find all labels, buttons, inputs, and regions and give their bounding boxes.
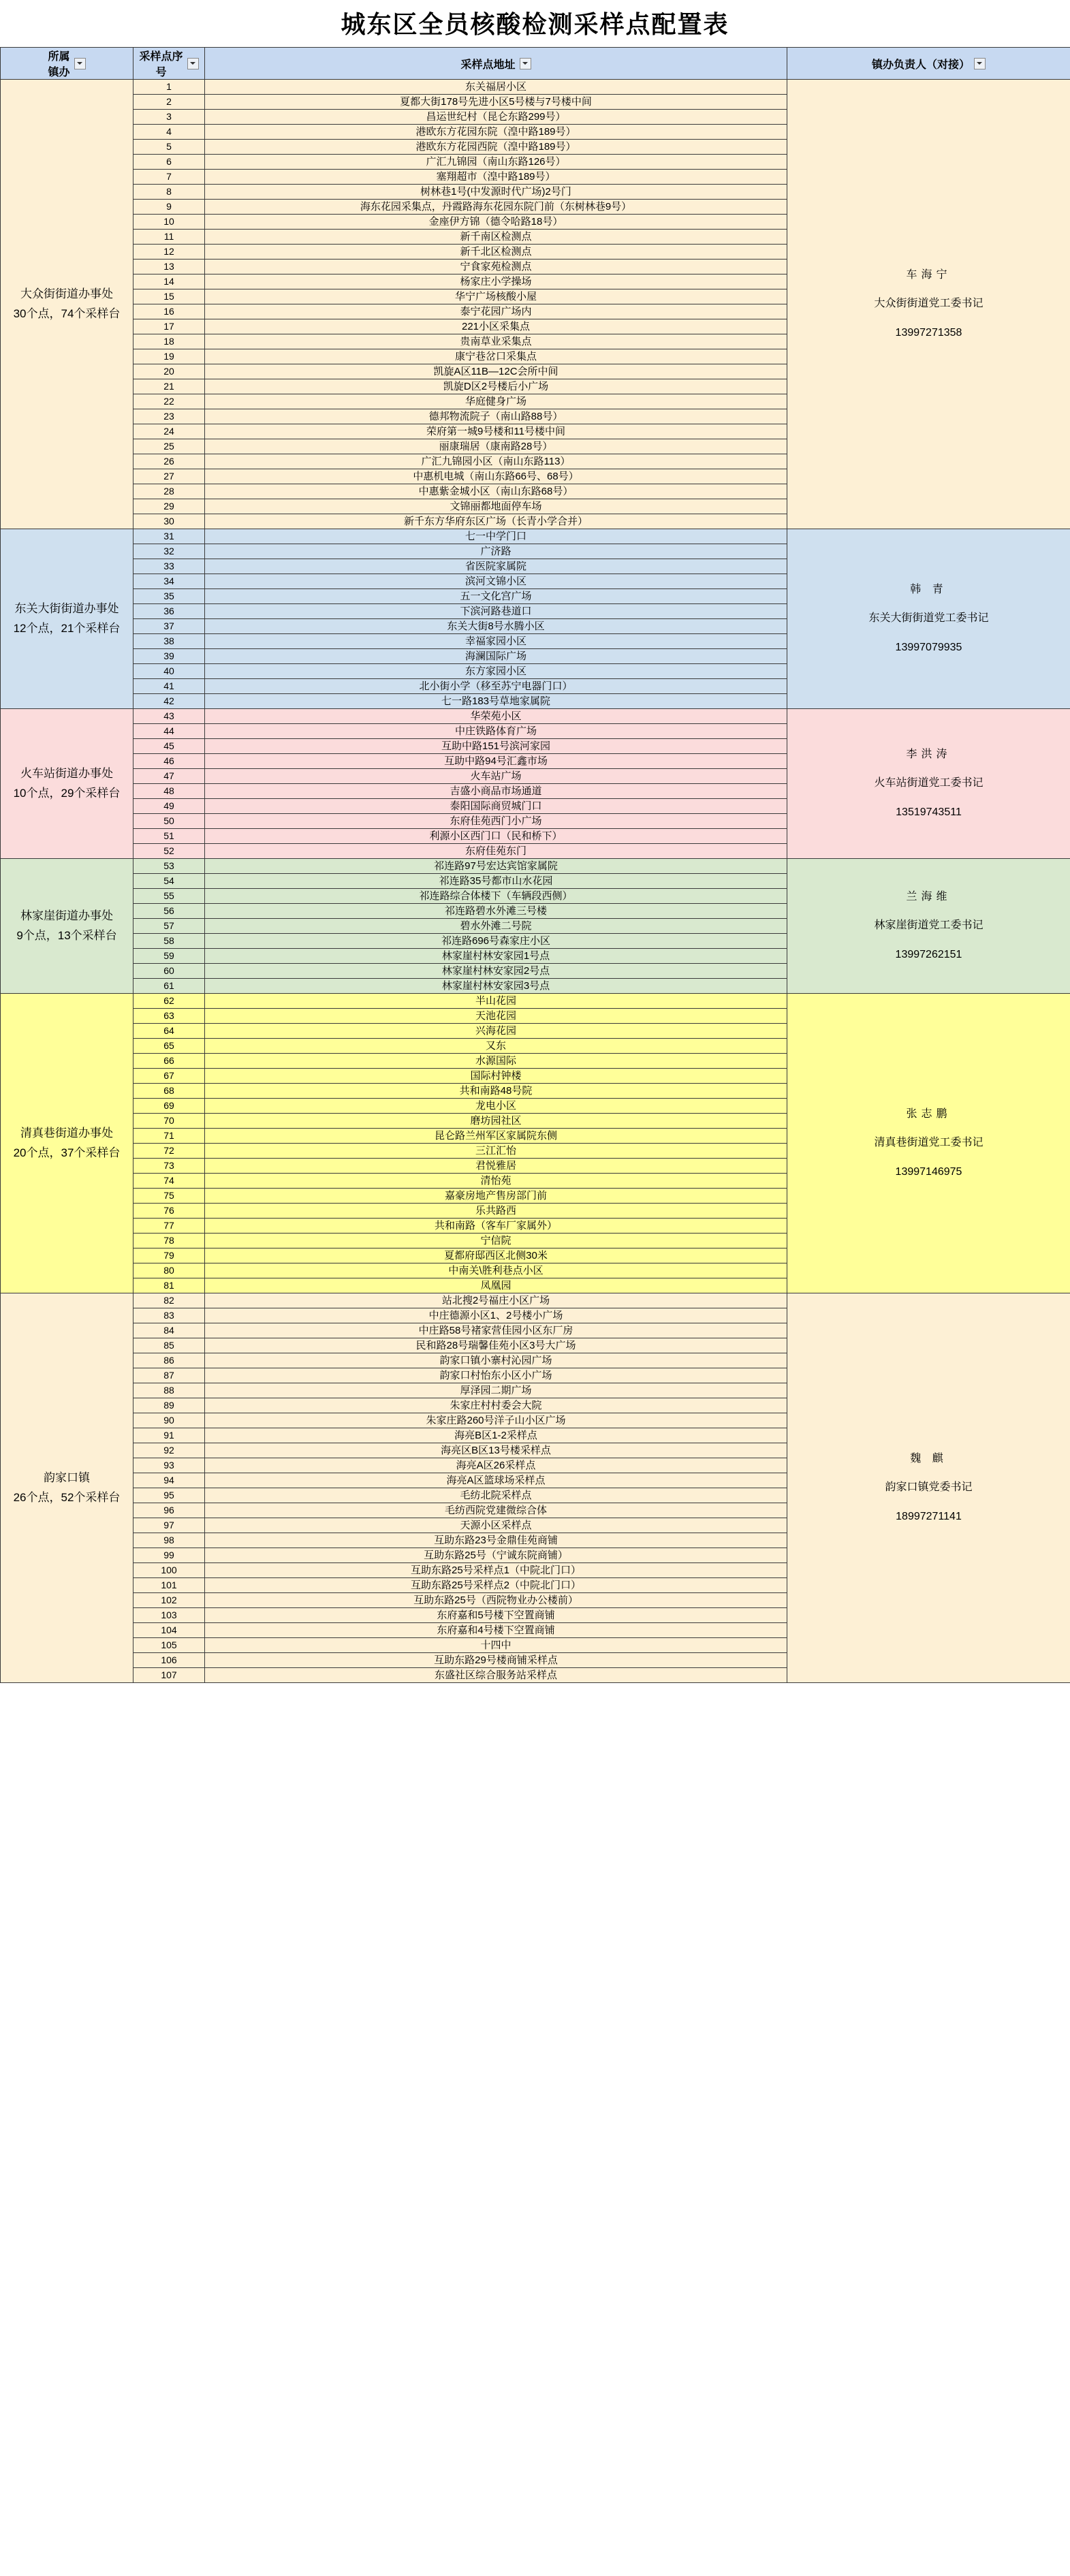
point-address-cell: 兴海花园: [205, 1024, 787, 1039]
point-index-cell: 48: [133, 784, 205, 799]
point-index-cell: 19: [133, 349, 205, 364]
point-address-cell: 东府佳苑西门小广场: [205, 814, 787, 829]
point-address-cell: 中惠机电城（南山东路66号、68号）: [205, 469, 787, 484]
point-address-cell: 广济路: [205, 544, 787, 559]
column-header-org: [1, 48, 133, 80]
point-address-cell: 昌运世纪村（昆仑东路299号）: [205, 110, 787, 125]
point-index-cell: 8: [133, 185, 205, 200]
point-address-cell: 新千北区检测点: [205, 245, 787, 260]
point-index-cell: 33: [133, 559, 205, 574]
point-address-cell: 凯旋D区2号楼后小广场: [205, 379, 787, 394]
point-address-cell: 贵南草业采集点: [205, 334, 787, 349]
point-index-cell: 85: [133, 1338, 205, 1353]
point-address-cell: 韵家口村怡东小区小广场: [205, 1368, 787, 1383]
point-address-cell: 海亮A区篮球场采样点: [205, 1473, 787, 1488]
point-address-cell: 民和路28号瑞馨佳苑小区3号大广场: [205, 1338, 787, 1353]
point-address-cell: 东关福居小区: [205, 80, 787, 95]
point-address-cell: 磨坊园社区: [205, 1114, 787, 1129]
point-address-cell: 中庄铁路体育广场: [205, 724, 787, 739]
point-address-cell: 杨家庄小学操场: [205, 274, 787, 289]
point-address-cell: 祁连路696号森家庄小区: [205, 934, 787, 949]
org-count: 12个点，21个采样台: [13, 621, 121, 635]
filter-dropdown-icon-org[interactable]: [74, 58, 86, 69]
page-title: 城东区全员核酸检测采样点配置表: [341, 10, 729, 38]
point-address-cell: 省医院家属院: [205, 559, 787, 574]
point-address-cell: 吉盛小商品市场通道: [205, 784, 787, 799]
point-index-cell: 78: [133, 1234, 205, 1248]
filter-dropdown-icon-head[interactable]: [974, 58, 986, 69]
point-index-cell: 66: [133, 1054, 205, 1069]
point-index-cell: 43: [133, 709, 205, 724]
point-address-cell: 七一中学门口: [205, 529, 787, 544]
point-address-cell: 朱家庄村村委会大院: [205, 1398, 787, 1413]
point-index-cell: 103: [133, 1608, 205, 1623]
point-index-cell: 81: [133, 1278, 205, 1293]
point-index-cell: 11: [133, 230, 205, 245]
point-address-cell: 文锦丽都地面停车场: [205, 499, 787, 514]
point-index-cell: 18: [133, 334, 205, 349]
point-index-cell: 79: [133, 1248, 205, 1263]
point-address-cell: 东关大街8号水腾小区: [205, 619, 787, 634]
org-count: 30个点，74个采样台: [13, 307, 121, 320]
point-index-cell: 17: [133, 319, 205, 334]
point-address-cell: 夏都府邸西区北侧30米: [205, 1248, 787, 1263]
point-index-cell: 67: [133, 1069, 205, 1084]
point-address-cell: 利源小区西门口（民和桥下）: [205, 829, 787, 844]
point-index-cell: 58: [133, 934, 205, 949]
head-title: 大众街街道党工委书记: [874, 298, 984, 310]
point-address-cell: 下滨河路巷道口: [205, 604, 787, 619]
org-cell: [1, 529, 133, 709]
point-address-cell: 塞翔超市（湟中路189号）: [205, 170, 787, 185]
head-name: 韩 青: [910, 583, 947, 595]
point-address-cell: 泰阳国际商贸城门口: [205, 799, 787, 814]
point-index-cell: 26: [133, 454, 205, 469]
point-index-cell: 2: [133, 95, 205, 110]
point-index-cell: 20: [133, 364, 205, 379]
point-address-cell: 幸福家园小区: [205, 634, 787, 649]
point-index-cell: 28: [133, 484, 205, 499]
point-address-cell: 新千南区检测点: [205, 230, 787, 245]
point-address-cell: 海亮区B区13号楼采样点: [205, 1443, 787, 1458]
point-index-cell: 1: [133, 80, 205, 95]
column-header-index-text: 采样点序 号: [139, 51, 183, 78]
point-index-cell: 24: [133, 424, 205, 439]
point-index-cell: 68: [133, 1084, 205, 1099]
point-address-cell: 康宁巷岔口采集点: [205, 349, 787, 364]
head-name: 兰海维: [906, 890, 951, 902]
point-address-cell: 祁连路综合体楼下（车辆段西侧）: [205, 889, 787, 904]
point-address-cell: 厚泽园二期广场: [205, 1383, 787, 1398]
head-contact-cell: [787, 859, 1070, 994]
point-address-cell: 凯旋A区11B—12C会所中间: [205, 364, 787, 379]
org-cell: [1, 709, 133, 859]
point-index-cell: 3: [133, 110, 205, 125]
head-phone: 18997271141: [896, 1510, 962, 1522]
point-address-cell: 宁食家苑检测点: [205, 260, 787, 274]
point-address-cell: 东方家园小区: [205, 664, 787, 679]
point-address-cell: 中庄路58号褚家营佳园小区东厂房: [205, 1323, 787, 1338]
point-index-cell: 106: [133, 1653, 205, 1668]
point-address-cell: 宁信院: [205, 1234, 787, 1248]
point-index-cell: 62: [133, 994, 205, 1009]
point-address-cell: 德邦物流院子（南山路88号）: [205, 409, 787, 424]
org-cell: [1, 1293, 133, 1683]
filter-dropdown-icon-address[interactable]: [520, 58, 531, 69]
point-index-cell: 53: [133, 859, 205, 874]
point-index-cell: 71: [133, 1129, 205, 1144]
point-address-cell: 广汇九锦园（南山东路126号）: [205, 155, 787, 170]
point-address-cell: 韵家口镇小寨村沁园广场: [205, 1353, 787, 1368]
point-address-cell: 互助东路29号楼商铺采样点: [205, 1653, 787, 1668]
point-address-cell: 半山花园: [205, 994, 787, 1009]
point-index-cell: 7: [133, 170, 205, 185]
point-address-cell: 华荣苑小区: [205, 709, 787, 724]
point-address-cell: 乐共路西: [205, 1204, 787, 1219]
point-index-cell: 36: [133, 604, 205, 619]
point-address-cell: 港欧东方花园东院（湟中路189号）: [205, 125, 787, 140]
point-index-cell: 59: [133, 949, 205, 964]
point-address-cell: 互助中路94号汇鑫市场: [205, 754, 787, 769]
point-index-cell: 55: [133, 889, 205, 904]
head-phone: 13997271358: [895, 326, 962, 339]
point-address-cell: 林家崖村林安家园1号点: [205, 949, 787, 964]
point-address-cell: 共和南路48号院: [205, 1084, 787, 1099]
table-row: [1, 859, 1070, 874]
point-address-cell: 夏都大街178号先进小区5号楼与7号楼中间: [205, 95, 787, 110]
table-body: [1, 80, 1070, 1683]
point-index-cell: 89: [133, 1398, 205, 1413]
point-address-cell: 新千东方华府东区广场（长青小学合并）: [205, 514, 787, 529]
point-address-cell: 221小区采集点: [205, 319, 787, 334]
point-index-cell: 57: [133, 919, 205, 934]
point-address-cell: 北小街小学（移至苏宁电器门口）: [205, 679, 787, 694]
point-index-cell: 50: [133, 814, 205, 829]
point-address-cell: 中庄德源小区1、2号楼小广场: [205, 1308, 787, 1323]
point-address-cell: 天源小区采样点: [205, 1518, 787, 1533]
point-index-cell: 37: [133, 619, 205, 634]
point-address-cell: 共和南路（客车厂家属外）: [205, 1219, 787, 1234]
point-address-cell: 港欧东方花园西院（湟中路189号）: [205, 140, 787, 155]
head-name: 张志鹏: [906, 1108, 951, 1120]
head-title: 东关大街街道党工委书记: [868, 612, 989, 625]
point-address-cell: 树林巷1号(中发源时代广场)2号门: [205, 185, 787, 200]
point-index-cell: 46: [133, 754, 205, 769]
head-name: 车海宁: [906, 268, 951, 281]
point-address-cell: 东盛社区综合服务站采样点: [205, 1668, 787, 1683]
point-address-cell: 朱家庄路260号洋子山小区广场: [205, 1413, 787, 1428]
point-index-cell: 104: [133, 1623, 205, 1638]
point-address-cell: 林家崖村林安家园3号点: [205, 979, 787, 994]
head-title: 火车站街道党工委书记: [874, 777, 984, 789]
point-address-cell: 互助东路25号采样点2（中院北门口）: [205, 1578, 787, 1593]
head-phone: 13997146975: [895, 1165, 962, 1178]
point-address-cell: 海澜国际广场: [205, 649, 787, 664]
point-index-cell: 73: [133, 1159, 205, 1174]
point-address-cell: 又东: [205, 1039, 787, 1054]
point-index-cell: 13: [133, 260, 205, 274]
point-index-cell: 70: [133, 1114, 205, 1129]
column-header-org-text: 所属 镇办: [48, 51, 70, 78]
point-address-cell: 站北搜2号福庄小区广场: [205, 1293, 787, 1308]
point-address-cell: 互助东路25号采样点1（中院北门口）: [205, 1563, 787, 1578]
org-cell: [1, 859, 133, 994]
point-index-cell: 45: [133, 739, 205, 754]
point-index-cell: 93: [133, 1458, 205, 1473]
point-address-cell: 华庭健身广场: [205, 394, 787, 409]
point-address-cell: 天池花园: [205, 1009, 787, 1024]
point-address-cell: 中惠紫金城小区（南山东路68号）: [205, 484, 787, 499]
column-header-address-text: 采样点地址: [460, 59, 516, 71]
point-index-cell: 49: [133, 799, 205, 814]
point-address-cell: 滨河文锦小区: [205, 574, 787, 589]
head-title: 清真巷街道党工委书记: [874, 1137, 984, 1149]
point-index-cell: 107: [133, 1668, 205, 1683]
point-address-cell: 毛纺北院采样点: [205, 1488, 787, 1503]
point-index-cell: 32: [133, 544, 205, 559]
point-index-cell: 91: [133, 1428, 205, 1443]
point-index-cell: 5: [133, 140, 205, 155]
point-index-cell: 86: [133, 1353, 205, 1368]
point-index-cell: 4: [133, 125, 205, 140]
head-phone: 13997079935: [895, 641, 962, 653]
point-address-cell: 君悦雅居: [205, 1159, 787, 1174]
point-address-cell: 海东花园采集点，丹霞路海东花园东院门前（东树林巷9号）: [205, 200, 787, 215]
point-index-cell: 74: [133, 1174, 205, 1189]
point-address-cell: 金座伊方锦（德令哈路18号）: [205, 215, 787, 230]
point-address-cell: 凤凰园: [205, 1278, 787, 1293]
point-address-cell: 碧水外滩二号院: [205, 919, 787, 934]
point-address-cell: 五一文化宫广场: [205, 589, 787, 604]
point-index-cell: 42: [133, 694, 205, 709]
point-index-cell: 21: [133, 379, 205, 394]
point-index-cell: 23: [133, 409, 205, 424]
point-index-cell: 10: [133, 215, 205, 230]
head-contact-cell: [787, 529, 1070, 709]
table-row: [1, 994, 1070, 1009]
point-index-cell: 90: [133, 1413, 205, 1428]
org-count: 9个点，13个采样台: [16, 928, 117, 942]
point-address-cell: 嘉豪房地产售房部门前: [205, 1189, 787, 1204]
point-index-cell: 38: [133, 634, 205, 649]
point-index-cell: 27: [133, 469, 205, 484]
point-index-cell: 60: [133, 964, 205, 979]
table-header: [1, 48, 1070, 80]
point-address-cell: 中南关\胜利巷点小区: [205, 1263, 787, 1278]
org-cell: [1, 80, 133, 529]
point-index-cell: 61: [133, 979, 205, 994]
point-address-cell: 广汇九锦园小区（南山东路113）: [205, 454, 787, 469]
point-address-cell: 火车站广场: [205, 769, 787, 784]
column-header-head: [787, 48, 1070, 80]
table-row: [1, 709, 1070, 724]
point-address-cell: 荣府第一城9号楼和11号楼中间: [205, 424, 787, 439]
point-address-cell: 东府嘉和5号楼下空置商铺: [205, 1608, 787, 1623]
point-index-cell: 40: [133, 664, 205, 679]
point-address-cell: 泰宁花园广场内: [205, 304, 787, 319]
point-index-cell: 95: [133, 1488, 205, 1503]
head-phone: 13519743511: [896, 806, 962, 818]
org-name: 韵家口镇: [44, 1471, 90, 1484]
point-index-cell: 87: [133, 1368, 205, 1383]
org-name: 大众街街道办事处: [20, 287, 113, 300]
org-cell: [1, 994, 133, 1293]
point-address-cell: 海亮B区1-2采样点: [205, 1428, 787, 1443]
head-name: 魏 麒: [910, 1452, 947, 1464]
point-index-cell: 84: [133, 1323, 205, 1338]
point-index-cell: 76: [133, 1204, 205, 1219]
point-index-cell: 69: [133, 1099, 205, 1114]
point-index-cell: 35: [133, 589, 205, 604]
point-address-cell: 互助中路151号滨河家园: [205, 739, 787, 754]
point-index-cell: 14: [133, 274, 205, 289]
org-count: 20个点，37个采样台: [13, 1146, 121, 1159]
point-index-cell: 52: [133, 844, 205, 859]
point-address-cell: 东府佳苑东门: [205, 844, 787, 859]
head-name: 李洪涛: [906, 748, 951, 760]
org-name: 林家崖街道办事处: [20, 909, 113, 922]
point-address-cell: 国际村钟楼: [205, 1069, 787, 1084]
point-index-cell: 98: [133, 1533, 205, 1548]
point-address-cell: 东府嘉和4号楼下空置商铺: [205, 1623, 787, 1638]
point-address-cell: 海亮A区26采样点: [205, 1458, 787, 1473]
point-address-cell: 华宁广场核酸小屋: [205, 289, 787, 304]
point-index-cell: 6: [133, 155, 205, 170]
head-contact-cell: [787, 709, 1070, 859]
point-index-cell: 88: [133, 1383, 205, 1398]
point-index-cell: 75: [133, 1189, 205, 1204]
point-index-cell: 41: [133, 679, 205, 694]
point-index-cell: 63: [133, 1009, 205, 1024]
point-index-cell: 102: [133, 1593, 205, 1608]
point-address-cell: 毛纺西院党建微综合体: [205, 1503, 787, 1518]
org-count: 10个点，29个采样台: [13, 786, 121, 800]
org-name: 东关大街街道办事处: [14, 601, 119, 615]
point-address-cell: 丽康瑞居（康南路28号）: [205, 439, 787, 454]
point-address-cell: 昆仑路兰州军区家属院东侧: [205, 1129, 787, 1144]
column-header-address: [205, 48, 787, 80]
point-address-cell: 祁连路97号宏达宾馆家属院: [205, 859, 787, 874]
org-name: 火车站街道办事处: [20, 766, 113, 780]
head-contact-cell: [787, 80, 1070, 529]
point-index-cell: 56: [133, 904, 205, 919]
org-count: 26个点，52个采样台: [13, 1490, 121, 1504]
point-index-cell: 82: [133, 1293, 205, 1308]
point-index-cell: 12: [133, 245, 205, 260]
point-address-cell: 互助东路23号金鼎佳苑商铺: [205, 1533, 787, 1548]
point-index-cell: 105: [133, 1638, 205, 1653]
point-index-cell: 92: [133, 1443, 205, 1458]
point-index-cell: 34: [133, 574, 205, 589]
table-row: [1, 1293, 1070, 1308]
point-address-cell: 七一路183号草地家属院: [205, 694, 787, 709]
point-index-cell: 44: [133, 724, 205, 739]
point-index-cell: 30: [133, 514, 205, 529]
point-address-cell: 互助东路25号（宁诚东院商铺）: [205, 1548, 787, 1563]
point-address-cell: 水源国际: [205, 1054, 787, 1069]
point-index-cell: 100: [133, 1563, 205, 1578]
point-index-cell: 15: [133, 289, 205, 304]
point-index-cell: 22: [133, 394, 205, 409]
sampling-points-table: [0, 47, 1070, 1683]
point-index-cell: 64: [133, 1024, 205, 1039]
point-index-cell: 25: [133, 439, 205, 454]
point-address-cell: 三江汇怡: [205, 1144, 787, 1159]
point-index-cell: 47: [133, 769, 205, 784]
point-index-cell: 65: [133, 1039, 205, 1054]
column-header-head-text: 镇办负责人（对接）: [871, 59, 970, 71]
point-address-cell: 祁连路碧水外滩三号楼: [205, 904, 787, 919]
point-address-cell: 祁连路35号都市山水花园: [205, 874, 787, 889]
point-index-cell: 16: [133, 304, 205, 319]
point-address-cell: 十四中: [205, 1638, 787, 1653]
point-index-cell: 80: [133, 1263, 205, 1278]
point-index-cell: 101: [133, 1578, 205, 1593]
org-name: 清真巷街道办事处: [20, 1126, 113, 1140]
head-title: 林家崖街道党工委书记: [874, 920, 984, 932]
point-index-cell: 97: [133, 1518, 205, 1533]
head-title: 韵家口镇党委书记: [885, 1481, 973, 1494]
table-row: [1, 80, 1070, 95]
point-address-cell: 清怡苑: [205, 1174, 787, 1189]
point-index-cell: 96: [133, 1503, 205, 1518]
point-address-cell: 互助东路25号（西院物业办公楼前）: [205, 1593, 787, 1608]
filter-dropdown-icon-index[interactable]: [187, 58, 199, 69]
point-index-cell: 83: [133, 1308, 205, 1323]
point-index-cell: 29: [133, 499, 205, 514]
point-index-cell: 77: [133, 1219, 205, 1234]
point-index-cell: 94: [133, 1473, 205, 1488]
point-index-cell: 51: [133, 829, 205, 844]
head-contact-cell: [787, 994, 1070, 1293]
point-index-cell: 72: [133, 1144, 205, 1159]
head-phone: 13997262151: [895, 948, 962, 960]
column-header-index: [133, 48, 205, 80]
point-index-cell: 54: [133, 874, 205, 889]
point-address-cell: 林家崖村林安家园2号点: [205, 964, 787, 979]
point-index-cell: 99: [133, 1548, 205, 1563]
table-row: [1, 529, 1070, 544]
point-address-cell: 龙电小区: [205, 1099, 787, 1114]
point-index-cell: 39: [133, 649, 205, 664]
point-index-cell: 31: [133, 529, 205, 544]
head-contact-cell: [787, 1293, 1070, 1683]
point-index-cell: 9: [133, 200, 205, 215]
